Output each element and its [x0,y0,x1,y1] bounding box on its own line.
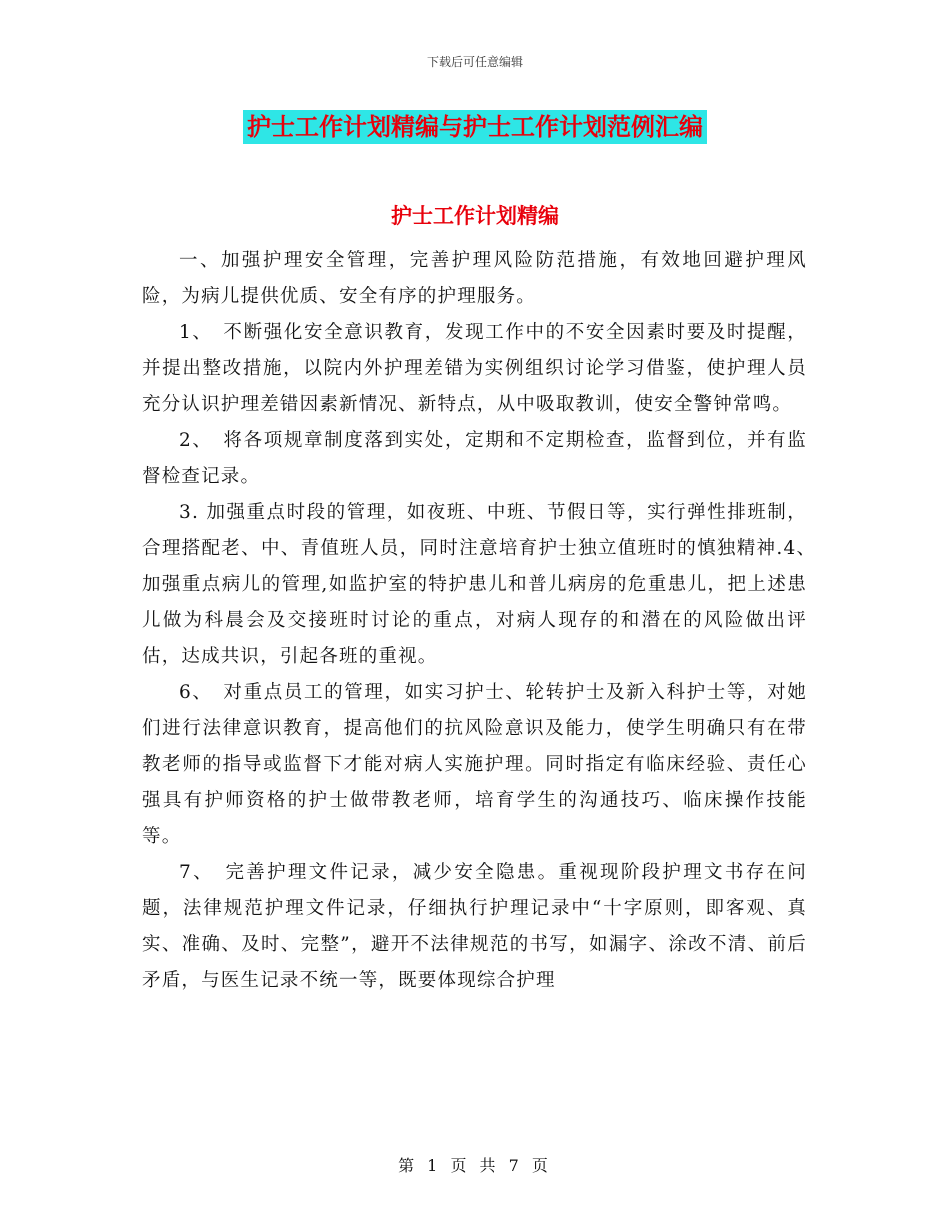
header-note: 下载后可任意编辑 [426,55,523,69]
paragraph: 2、 将各项规章制度落到实处，定期和不定期检查，监督到位，并有监督检查记录。 [142,430,807,487]
paragraph: 7、 完善护理文件记录，减少安全隐患。重视现阶段护理文书存在问题，法律规范护理文件记录，仔细执行护理记录中“十字原则，即客观、真实、准确、及时、完整”，避开不法律规范的书写，如漏字、涂改不清、前后矛盾，与医生记录不统一等，既要体现综合护理 [142,862,807,991]
document-body [142,243,827,999]
paragraph: 6、 对重点员工的管理，如实习护士、轮转护士及新入科护士等，对她们进行法律意识教育，提高他们的抗风险意识及能力，使学生明确只有在带教老师的指导或监督下才能对病人实施护理。同时指定有临床经验、责任心强具有护师资格的护士做带教老师，培育学生的沟通技巧、临床操作技能等。 [142,682,807,847]
page-footer: 第 1 页 共 7 页 [398,1156,552,1175]
section-title: 护士工作计划精编 [391,204,559,228]
paragraph: 3. 加强重点时段的管理，如夜班、中班、节假日等，实行弹性排班制，合理搭配老、中、青值班人员，同时注意培育护士独立值班时的慎独精神.4、 加强重点病儿的管理,如监护室的特护患儿和普儿病房的危重患儿，把上述患儿做为科晨会及交接班时讨论的重点，对病人现存的和潜在的风险做出评估，达成共识，引起各班的重视。 [142,502,827,667]
paragraph: 一、加强护理安全管理，完善护理风险防范措施，有效地回避护理风险，为病儿提供优质、安全有序的护理服务。 [142,250,807,307]
document-title: 护士工作计划精编与护士工作计划范例汇编 [243,110,707,144]
document-title-container [0,110,950,144]
paragraph: 1、 不断强化安全意识教育，发现工作中的不安全因素时要及时提醒，并提出整改措施，以院内外护理差错为实例组织讨论学习借鉴，使护理人员充分认识护理差错因素新情况、新特点，从中吸取教训，使安全警钟常鸣。 [142,322,807,415]
